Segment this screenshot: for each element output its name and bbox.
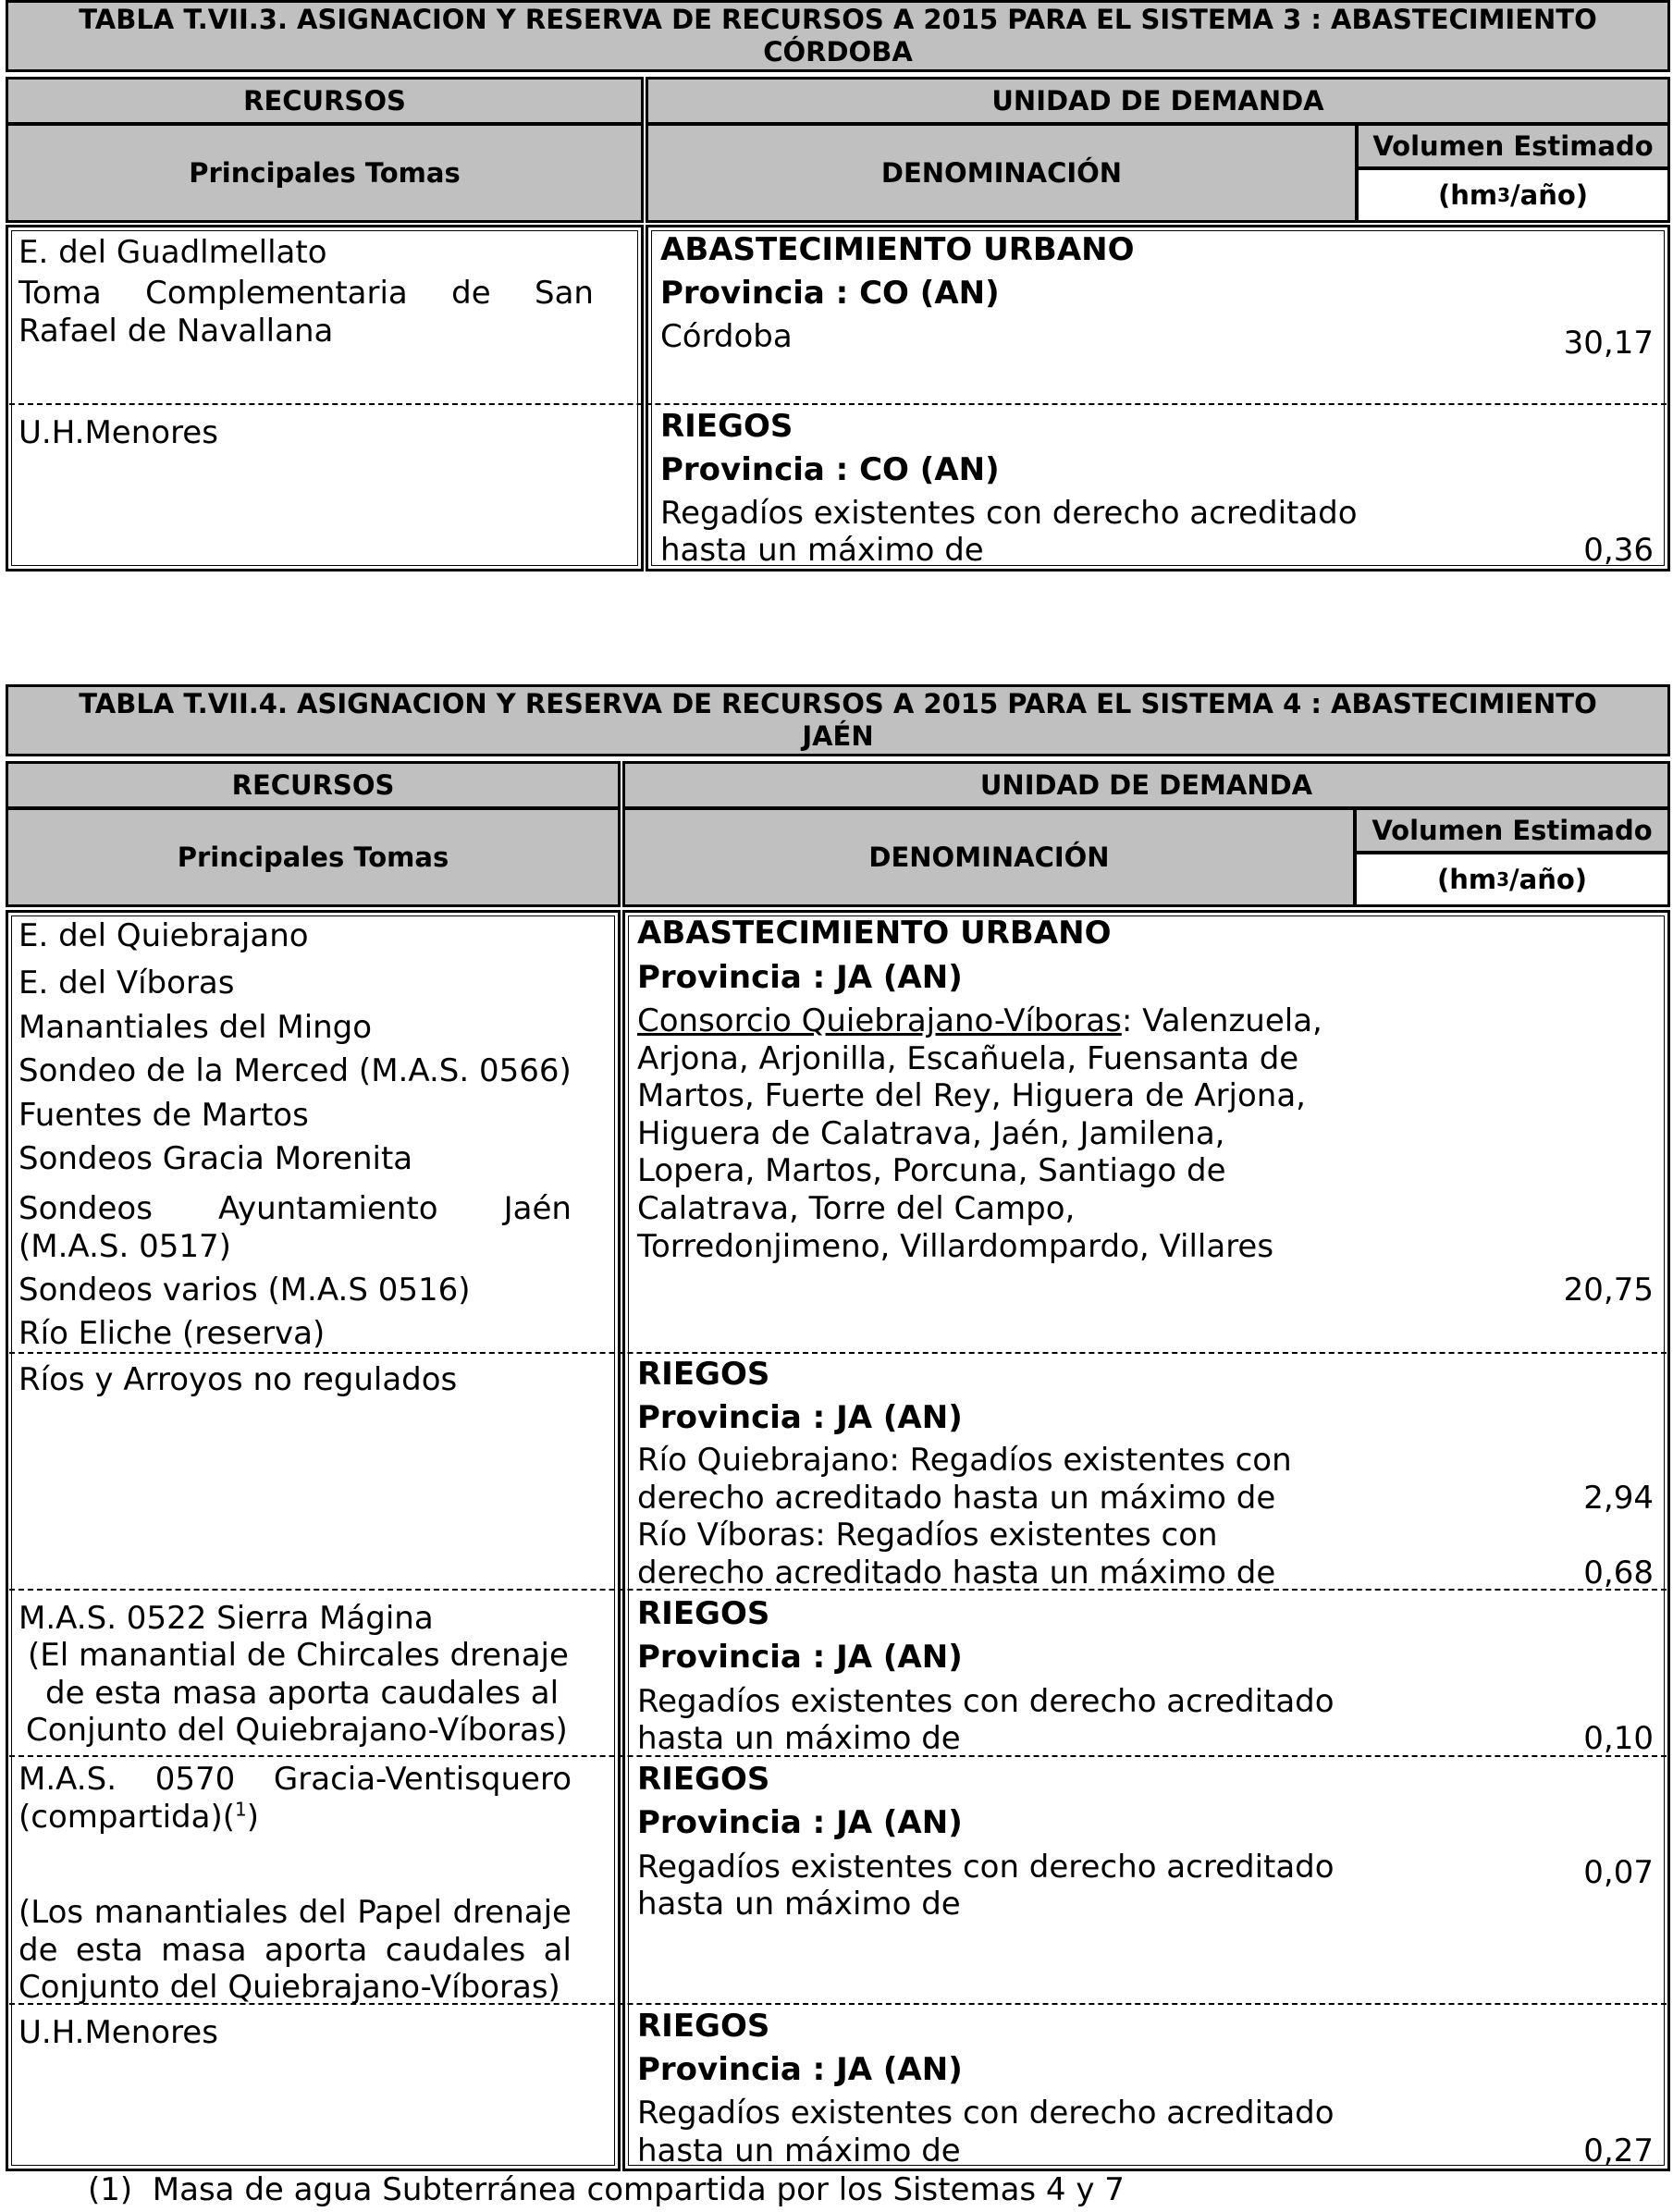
recurso-line: Fuentes de Martos [18, 1097, 309, 1134]
volume-value: 0,10 [1583, 1720, 1654, 1757]
col-principales-tomas: Principales Tomas [6, 123, 644, 223]
footnote-text: Masa de agua Subterránea compartida por los Sistemas 4 y 7 [152, 2171, 1125, 2208]
demand-description: Regadíos existentes con derecho acreditado [637, 2095, 1335, 2132]
recurso-line: Conjunto del Quiebrajano-Víboras) [26, 1712, 568, 1749]
demand-heading: RIEGOS [637, 1595, 770, 1632]
demand-description: Consorcio Quiebrajano-Víboras: Valenzuela, [637, 1002, 1322, 1039]
col-recursos: RECURSOS [6, 77, 644, 125]
demand-description: Río Quiebrajano: Regadíos existentes con [637, 1442, 1292, 1479]
recurso-line: E. del Quiebrajano [18, 917, 309, 954]
demand-description: Higuera de Calatrava, Jaén, Jamilena, [637, 1115, 1225, 1152]
provincia: Provincia : CO (AN) [660, 451, 1000, 488]
demand-description: Córdoba [660, 318, 793, 355]
demand-description: hasta un máximo de [637, 1886, 961, 1923]
demand-heading: ABASTECIMIENTO URBANO [637, 915, 1112, 952]
col-volumen-estimado: Volumen Estimado [1356, 123, 1670, 169]
table-4-title: TABLA T.VII.4. ASIGNACION Y RESERVA DE RECURSOS A 2015 PARA EL SISTEMA 4 : ABASTECIMIENTO JAÉN [6, 684, 1670, 756]
recurso-line: U.H.Menores [18, 2014, 218, 2051]
footnote [88, 2171, 1125, 2209]
recurso-line: (El manantial de Chircales drenaje [28, 1637, 569, 1674]
demand-description: Lopera, Martos, Porcuna, Santiago de [637, 1152, 1226, 1189]
recurso-line: E. del Guadlmellato [18, 234, 327, 271]
provincia: Provincia : JA (AN) [637, 1639, 963, 1676]
recurso-line: Sondeo de la Merced (M.A.S. 0566) [18, 1052, 572, 1089]
demand-description: hasta un máximo de [637, 1720, 961, 1757]
recurso-line: (M.A.S. 0517) [18, 1228, 231, 1265]
demand-description: Arjona, Arjonilla, Escañuela, Fuensanta de [637, 1040, 1299, 1077]
col-unidad-demanda: UNIDAD DE DEMANDA [622, 761, 1670, 809]
recurso-line: Rafael de Navallana [18, 313, 334, 350]
recurso-line: (Los manantiales del Papel drenaje [18, 1894, 572, 1931]
recurso-line: Toma Complementaria de San [18, 275, 594, 312]
recurso-line: Manantiales del Mingo [18, 1009, 373, 1046]
recurso-line: (compartida)($^1$) [18, 1798, 259, 1836]
col-denominacion: DENOMINACIÓN [622, 807, 1356, 907]
demand-description: Regadíos existentes con derecho acreditado [637, 1683, 1335, 1720]
row-separator [9, 403, 1667, 405]
demand-heading: RIEGOS [637, 1761, 770, 1798]
demand-description: Calatrava, Torre del Campo, [637, 1190, 1076, 1227]
demand-heading: ABASTECIMIENTO URBANO [660, 231, 1135, 268]
recurso-line: M.A.S. 0570 Gracia-Ventisquero [18, 1761, 572, 1798]
col-recursos: RECURSOS [6, 761, 621, 809]
recurso-line: E. del Víboras [18, 965, 235, 1002]
recurso-line: de esta masa aporta caudales al [45, 1675, 560, 1712]
provincia: Provincia : JA (AN) [637, 1399, 963, 1436]
demand-description: derecho acreditado hasta un máximo de [637, 1555, 1276, 1591]
recurso-line: Sondeos varios (M.A.S 0516) [18, 1272, 471, 1309]
demand-description: Torredonjimeno, Villardompardo, Villares [637, 1228, 1274, 1265]
col-units: (hm 3 /año) [1354, 852, 1670, 907]
provincia: Provincia : JA (AN) [637, 959, 963, 996]
provincia: Provincia : JA (AN) [637, 2051, 963, 2088]
recurso-line: Sondeos Ayuntamiento Jaén [18, 1190, 572, 1227]
recurso-line: Sondeos Gracia Morenita [18, 1140, 413, 1177]
demand-description: Regadíos existentes con derecho acreditado [637, 1849, 1335, 1886]
col-units: (hm 3 /año) [1356, 167, 1670, 223]
col-unidad-demanda: UNIDAD DE DEMANDA [646, 77, 1670, 125]
demand-description: derecho acreditado hasta un máximo de [637, 1480, 1276, 1517]
col-denominacion: DENOMINACIÓN [646, 123, 1358, 223]
col-principales-tomas: Principales Tomas [6, 807, 621, 907]
demand-heading: RIEGOS [637, 1356, 770, 1393]
volume-value: 20,75 [1563, 1272, 1654, 1309]
col-volumen-estimado: Volumen Estimado [1354, 807, 1670, 854]
recurso-line: M.A.S. 0522 Sierra Mágina [18, 1600, 434, 1637]
demand-heading: RIEGOS [637, 2008, 770, 2045]
volume-value: 2,94 [1583, 1480, 1654, 1517]
demand-description: Río Víboras: Regadíos existentes con [637, 1517, 1218, 1554]
recurso-line: Río Eliche (reserva) [18, 1315, 326, 1352]
recurso-line: Ríos y Arroyos no regulados [18, 1361, 458, 1398]
demand-description: Martos, Fuerte del Rey, Higuera de Arjona, [637, 1077, 1306, 1114]
consorcio-link-text: Consorcio Quiebrajano-Víboras [637, 1002, 1122, 1039]
volume-value: 0,27 [1583, 2132, 1654, 2169]
demand-heading: RIEGOS [660, 408, 793, 445]
volume-value: 30,17 [1563, 325, 1654, 362]
recurso-line: Conjunto del Quiebrajano-Víboras) [18, 1969, 560, 2006]
demand-description: Regadíos existentes con derecho acreditado [660, 495, 1358, 532]
demand-description: hasta un máximo de [660, 532, 984, 569]
provincia: Provincia : CO (AN) [660, 275, 1000, 312]
volume-value: 0,68 [1583, 1555, 1654, 1591]
recurso-line: de esta masa aporta caudales al [18, 1932, 572, 1969]
footnote-marker: (1) [88, 2171, 133, 2208]
table-3-title: TABLA T.VII.3. ASIGNACION Y RESERVA DE RECURSOS A 2015 PARA EL SISTEMA 3 : ABASTECIMIENTO CÓRDOBA [6, 0, 1670, 72]
volume-value: 0,07 [1583, 1854, 1654, 1891]
provincia: Provincia : JA (AN) [637, 1804, 963, 1841]
volume-value: 0,36 [1583, 532, 1654, 569]
recurso-line: U.H.Menores [18, 414, 218, 451]
demand-description: hasta un máximo de [637, 2132, 961, 2169]
